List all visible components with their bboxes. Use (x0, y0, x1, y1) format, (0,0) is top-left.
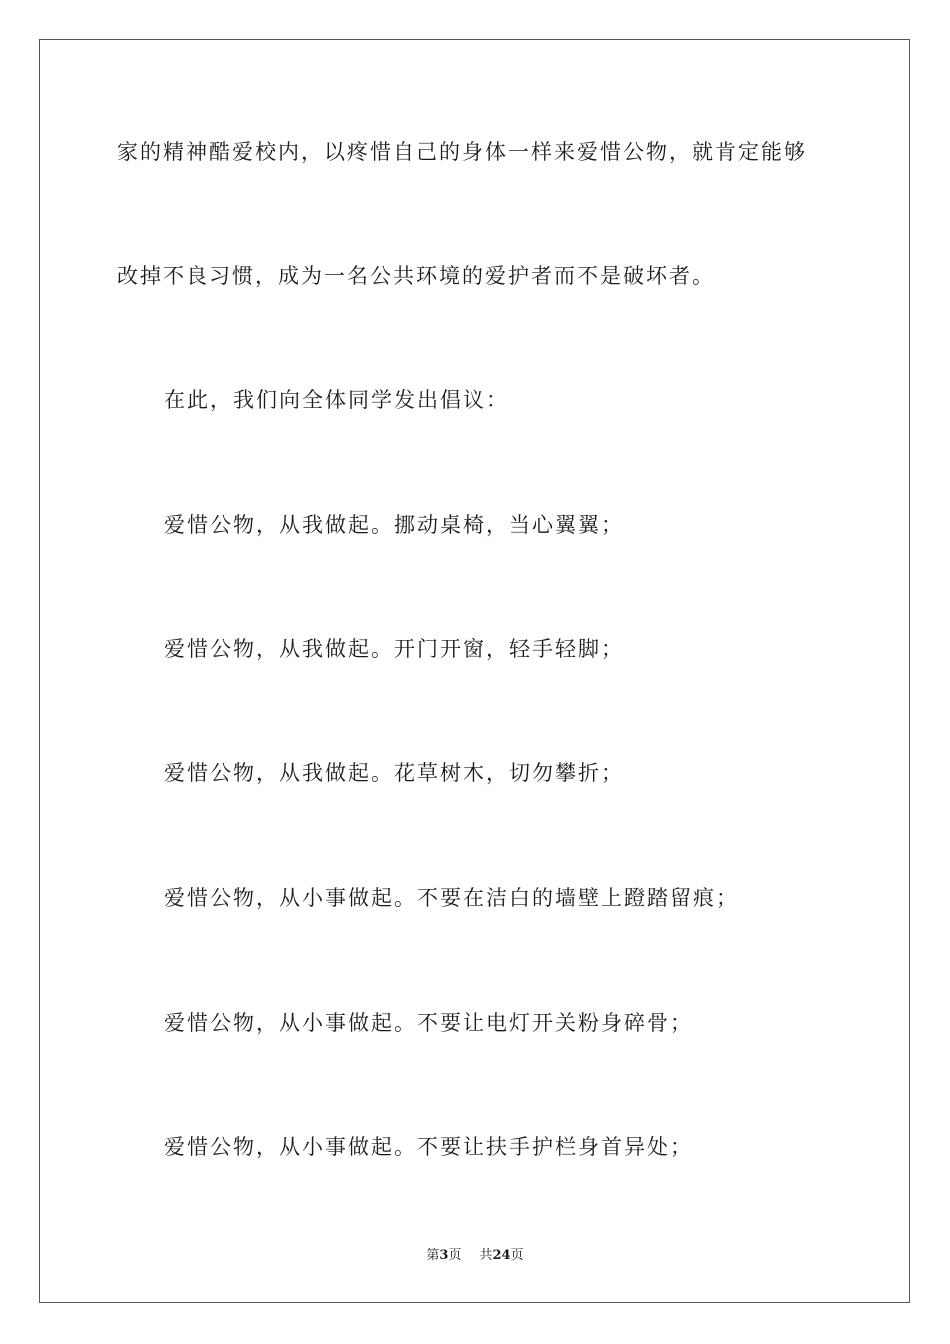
total-prefix: 共 (479, 1248, 493, 1263)
paragraph-line-1: 家的精神酷爱校内，以疼惜自己的身体一样来爱惜公物，就肯定能够 (117, 140, 807, 164)
page-suffix: 页 (448, 1248, 462, 1263)
total-pages: 24 (492, 1248, 511, 1263)
page-footer (0, 1248, 950, 1264)
paragraph-proposal-1: 爱惜公物，从我做起。挪动桌椅，当心翼翼； (164, 513, 624, 537)
page-number: 3 (439, 1248, 449, 1263)
page-frame (39, 39, 910, 1303)
paragraph-proposal-intro: 在此，我们向全体同学发出倡议： (164, 388, 509, 412)
paragraph-line-2: 改掉不良习惯，成为一名公共环境的爱护者而不是破坏者。 (117, 264, 715, 288)
paragraph-proposal-2: 爱惜公物，从我做起。开门开窗，轻手轻脚； (164, 637, 624, 661)
paragraph-proposal-5: 爱惜公物，从小事做起。不要让电灯开关粉身碎骨； (164, 1011, 693, 1035)
paragraph-proposal-6: 爱惜公物，从小事做起。不要让扶手护栏身首异处； (164, 1135, 693, 1159)
page-prefix: 第 (426, 1248, 440, 1263)
total-suffix: 页 (510, 1248, 524, 1263)
paragraph-proposal-4: 爱惜公物，从小事做起。不要在洁白的墙壁上蹬踏留痕； (164, 886, 739, 910)
paragraph-proposal-3: 爱惜公物，从我做起。花草树木，切勿攀折； (164, 761, 624, 785)
